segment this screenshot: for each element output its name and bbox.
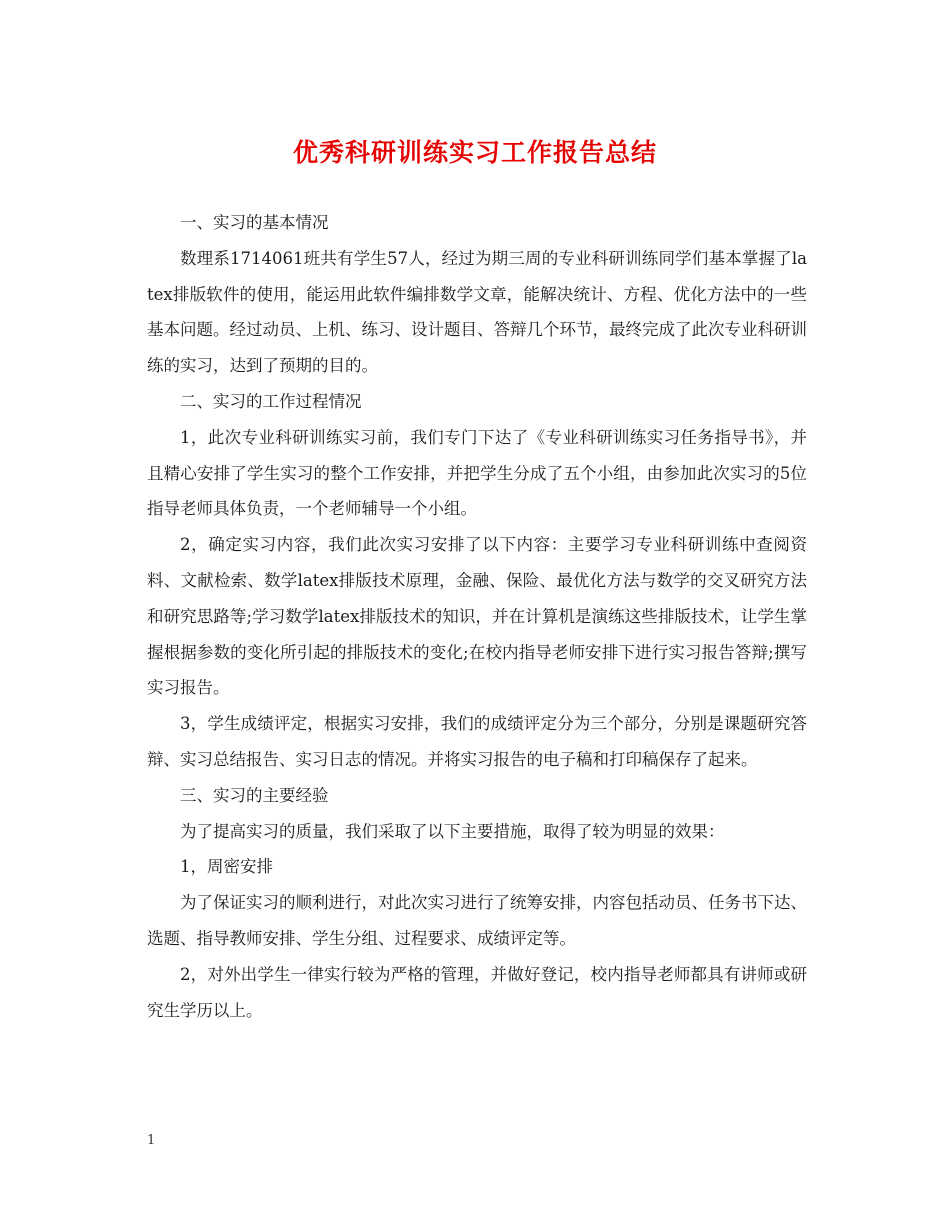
paragraph-arrangement: 为了保证实习的顺利进行，对此次实习进行了统筹安排，内容包括动员、任务书下达、选题、指导教师安排、学生分组、过程要求、成绩评定等。 (147, 893, 807, 948)
page-number: 1 (147, 1133, 156, 1148)
section-heading-main-experience: 三、实习的主要经验 (180, 785, 329, 805)
section-heading-basic-info: 一、实习的基本情况 (180, 213, 329, 232)
section-heading-work-process: 二、实习的工作过程情况 (180, 391, 362, 411)
paragraph-measures-intro: 为了提高实习的质量，我们采取了以下主要措施，取得了较为明显的效果： (180, 821, 725, 841)
paragraph-task-guide: 1，此次专业科研训练实习前，我们专门下达了《专业科研训练实习任务指导书》，并且精心安排了学生实习的整个工作安排，并把学生分成了五个小组，由参加此次实习的5位指导老师具体负责，一个老师辅导一个小组。 (147, 427, 807, 519)
paragraph-management: 2，对外出学生一律实行较为严格的管理，并做好登记，校内指导老师都具有讲师或研究生学历以上。 (147, 964, 807, 1020)
document-body (147, 205, 807, 1028)
document-title: 优秀科研训练实习工作报告总结 (292, 138, 657, 167)
paragraph-content: 2，确定实习内容，我们此次实习安排了以下内容：主要学习专业科研训练中查阅资料、文献检索、数学latex排版技术原理，金融、保险、最优化方法与数学的交叉研究方法和研究思路等;学习数学latex排版技术的知识，并在计算机是演练这些排版技术，让学生掌握根据参数的变化所引起的排版技术的变化;在校内指导老师安排下进行实习报告答辩;撰写实习报告。 (147, 535, 807, 698)
paragraph-grading: 3，学生成绩评定，根据实习安排，我们的成绩评定分为三个部分，分别是课题研究答辩、实习总结报告、实习日志的情况。并将实习报告的电子稿和打印稿保存了起来。 (147, 714, 807, 769)
subheading-careful-arrangement: 1，周密安排 (180, 857, 273, 877)
paragraph-basic-info: 数理系1714061班共有学生57人，经过为期三周的专业科研训练同学们基本掌握了latex排版软件的使用，能运用此软件编排数学文章，能解决统计、方程、优化方法中的一些基本问题。经过动员、上机、练习、设计题目、答辩几个环节，最终完成了此次专业科研训练的实习，达到了预期的目的。 (147, 248, 807, 376)
